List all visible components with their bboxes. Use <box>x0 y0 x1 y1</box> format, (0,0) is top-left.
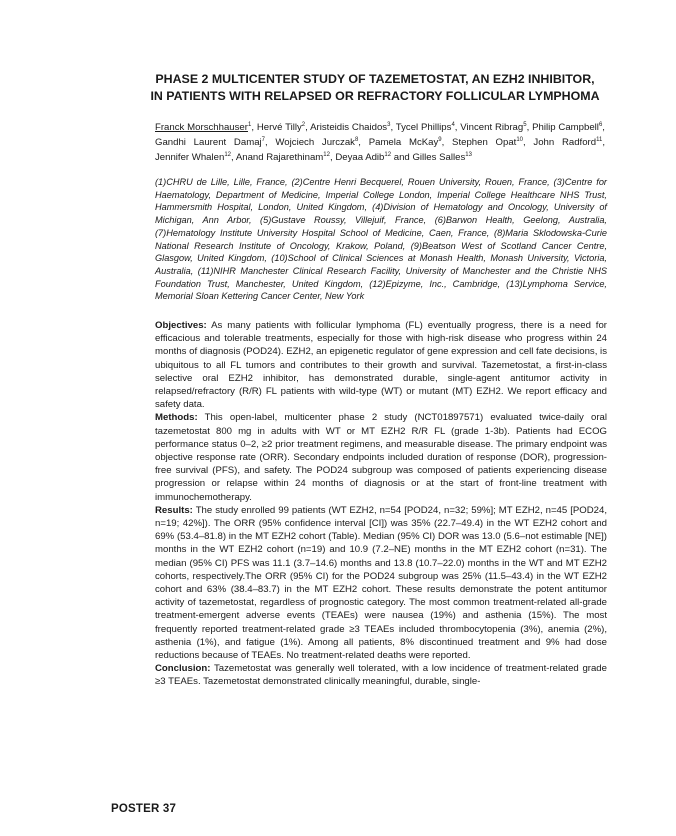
methods-section <box>155 411 607 503</box>
author-affiliation-number: 3 <box>387 122 391 128</box>
author-affiliation-number: 7 <box>261 136 266 143</box>
results-heading: Results: <box>155 504 193 516</box>
author-affiliation-number: 13 <box>465 151 472 158</box>
author-joiner: and <box>393 151 410 163</box>
poster-number: POSTER 37 <box>111 803 177 815</box>
author <box>236 152 330 163</box>
abstract-body <box>155 319 607 689</box>
author-name: Gandhi Laurent Damaj <box>155 136 262 148</box>
conclusion-section <box>155 662 607 688</box>
author-name: Aristeidis Chaidos <box>310 122 388 133</box>
author <box>460 122 526 133</box>
author-affiliation-number: 12 <box>323 151 330 158</box>
author-name: Deyaa Adib <box>335 151 385 163</box>
results-section <box>155 504 607 662</box>
author <box>335 152 391 163</box>
author-affiliation-number: 2 <box>301 122 306 128</box>
page-title: PHASE 2 MULTICENTER STUDY OF TAZEMETOSTAT, AN EZH2 INHIBITOR, IN PATIENTS WITH RELAPSED OR REFRACTORY FOLLICULAR LYMPHOMA <box>150 72 600 103</box>
author-name: Tycel Phillips <box>395 122 452 133</box>
author-list: Franck Morschhauser$^1$, Hervé Tilly$^2$, Aristeidis Chaidos$^3$, Tycel Phillips$^4$, Vincent Ribrag$^5$, Philip Campbell$^6$, Gandhi Laurent Damaj$^7$, Wojciech Jurczak$^8$, Pamela McKay$^9$, Stephen Opat$^{10}$, John Radford$^{11}$, Jennifer Whalen$^{12}$, Anand Rajarethinam$^{12}$, Deyaa Adib$^{12}$ and Gilles Salles$^{13}$ <box>155 122 605 163</box>
author-name: Anand Rajarethinam <box>235 151 324 163</box>
author-affiliation-number: 4 <box>451 122 455 128</box>
author-name: Vincent Ribrag <box>460 122 524 133</box>
objectives-heading: Objectives: <box>155 320 207 331</box>
conclusion-heading: Conclusion: <box>155 663 211 675</box>
author <box>396 122 455 133</box>
conclusion-text: Tazemetostat was generally well tolerated, with a low incidence of treatment-related grade ≥3 TEAEs. Tazemetostat demonstrated clinically meaningful, durable, single- <box>155 663 607 688</box>
author-name: Hervé Tilly <box>256 122 302 133</box>
author <box>310 122 390 133</box>
author-affiliation-number: 5 <box>523 122 527 128</box>
author-affiliation-number: 12 <box>384 151 392 158</box>
author <box>155 137 265 148</box>
methods-heading: Methods: <box>155 412 198 424</box>
author-affiliation-number: 6 <box>598 122 603 128</box>
author-affiliation-number: 1 <box>247 122 252 128</box>
author <box>412 152 471 163</box>
author-name: Gilles Salles <box>412 151 466 163</box>
results-text: The study enrolled 99 patients (WT EZH2, n=54 [POD24, n=32; 59%]; MT EZH2, n=45 [POD24, n=19; 42%]). The ORR (95% confidence interval [CI]) was 35% (22.7–49.4) in the WT EZH2 cohort and 69% (53.4–81.8) in the MT EZH2 cohort (Table). Median (95% CI) DOR was 13.0 (5.6–not estimable [NE]) months in the WT EZH2 cohort (n=19) and 10.9 (7.2–NE) months in the MT EZH2 cohort (n=31). The median (95% CI) PFS was 11.1 (3.7–14.6) months and 13.8 (10.7–22.0) months in the WT and MT EZH2 cohorts, respectively.The ORR (95% CI) for the POD24 subgroup was 25% (11.5–43.4) in the WT EZH2 cohort and 63% (38.4–83.7) in the MT EZH2 cohort. These results demonstrate the potent antitumor activity of tazemetostat, regardless of prognostic category. The most common treatment-related all-grade treatment-emergent adverse events (TEAEs) were nausea (19%) and asthenia (15%). The most frequently reported treatment-related grade ≥3 TEAEs included thrombocytopenia (3%), anemia (2%), asthenia (1%), and fatigue (1%). Among all patients, 8% discontinued treatment and 9% had dose reductions because of TEAEs. No treatment-related deaths were reported. <box>155 504 607 662</box>
author-name: Jennifer Whalen <box>155 151 225 163</box>
methods-text: This open-label, multicenter phase 2 study (NCT01897571) evaluated twice-daily oral tazemetostat 800 mg in adults with WT or MT EZH2 R/R FL (grade 1-3b). Patients had ECOG performance status 0–2, ≥2 prior treatment regimens, and measurable disease. The primary endpoint was objective response rate (ORR). Secondary endpoints included duration of response (DOR), progression-free survival (PFS), and safety. The POD24 subgroup was composed of patients experiencing disease progression or relapse within 24 months of diagnosis or at the start of front-line treatment with immunochemotherapy. <box>155 412 607 503</box>
author <box>257 122 305 133</box>
author-name: Wojciech Jurczak <box>275 136 355 148</box>
author-name: John Radford <box>533 136 597 148</box>
author-affiliation-number: 12 <box>224 151 232 158</box>
author <box>452 137 523 148</box>
author-name: Philip Campbell <box>532 122 599 133</box>
author <box>155 122 251 133</box>
author <box>532 122 602 133</box>
author <box>533 137 602 148</box>
author <box>369 137 442 148</box>
author-affiliation-number: 11 <box>596 136 603 143</box>
author-affiliation-number: 10 <box>516 136 524 143</box>
objectives-section <box>155 319 607 411</box>
author-name: Franck Morschhauser <box>155 122 248 133</box>
author-name: Stephen Opat <box>452 136 517 148</box>
author-affiliation-number: 9 <box>438 136 442 143</box>
author-name: Pamela McKay <box>368 136 439 148</box>
author <box>275 137 358 148</box>
author-affiliation-number: 8 <box>354 136 359 143</box>
author <box>155 152 231 163</box>
objectives-text: As many patients with follicular lymphoma (FL) eventually progress, there is a need for efficacious and tolerable treatments, especially for those with high-risk disease who progress within 24 months of diagnosis (POD24). EZH2, an epigenetic regulator of gene expression and cell fate decisions, is ubiquitous to all FL tumors and contributes to their growth and survival. Tazemetostat, a first-in-class selective oral EZH2 inhibitor, has demonstrated durable, single-agent antitumor activity in relapsed/refractory (R/R) FL patients with wild-type (WT) or mutant (MT) EZH2. We report efficacy and safety data. <box>155 320 607 411</box>
affiliations: (1)CHRU de Lille, Lille, France, (2)Centre Henri Becquerel, Rouen University, Rouen, France, (3)Centre for Haematology, Department of Medicine, Imperial College London, Imperial College Healthcare NHS Trust, Hammersmith Hospital, London, United Kingdom, (4)Division of Hematology and Oncology, University of Michigan, Ann Arbor, (5)Gustave Roussy, Villejuif, France, (6)Barwon Health, Geelong, Australia, (7)Hematology Institute University Hospital School of Medicine, Caen, France, (8)Maria Sklodowska-Curie National Research Institute of Oncology, Krakow, Poland, (9)Beatson West of Scotland Cancer Centre, Glasgow, United Kingdom, (10)School of Clinical Sciences at Monash Health, Monash University, Victoria, Australia, (11)NIHR Manchester Clinical Research Facility, University of Manchester and the Christie NHS Foundation Trust, Manchester, United Kingdom, (12)Epizyme, Inc., Cambridge, (13)Lymphoma Service, Memorial Sloan Kettering Cancer Center, New York <box>155 177 607 302</box>
